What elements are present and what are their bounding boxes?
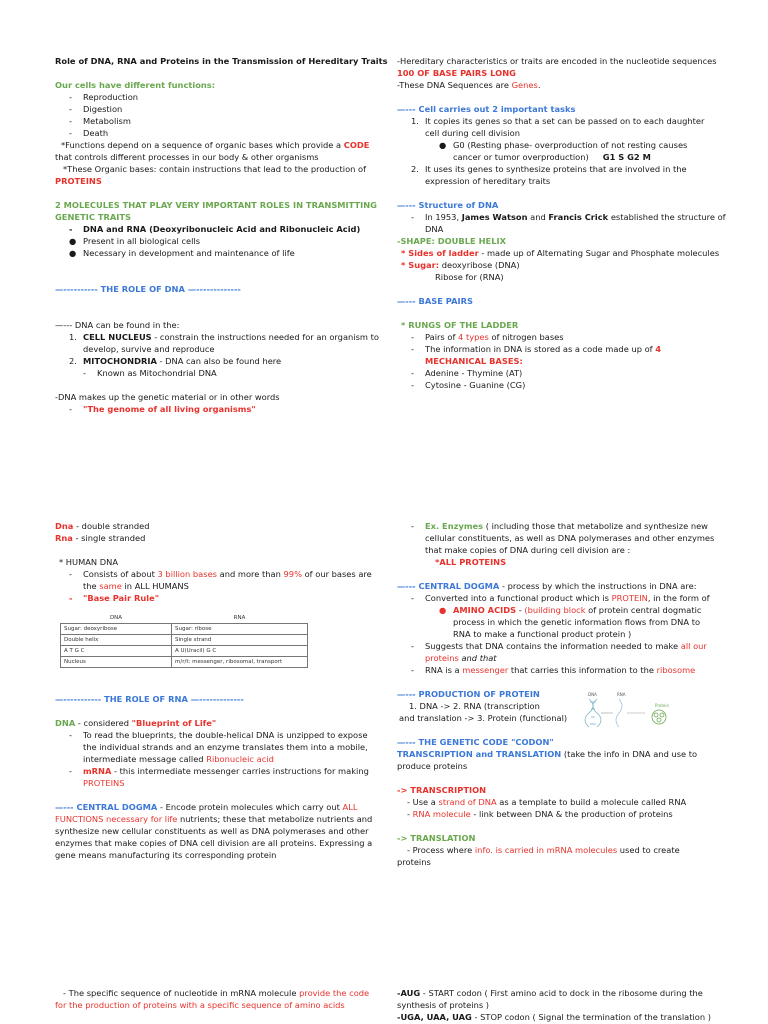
transcription-line: - RNA molecule - link between DNA & the production of proteins	[407, 809, 673, 819]
base-pairs-long: 100 OF BASE PAIRS LONG	[397, 68, 516, 78]
table-row	[61, 657, 308, 668]
stop-line: -UGA, UAA, UAG - STOP codon ( Signal the termination of the translation )	[397, 1012, 712, 1022]
functions-note-cont: that controls different processes in our body & other organisms	[55, 152, 319, 162]
page2-left-column-bottom	[55, 693, 372, 861]
dna-found-line: —--- DNA can be found in the:	[55, 320, 180, 330]
list-item: - Consists of about 3 billion bases and more than 99% of our bases are	[69, 569, 372, 579]
central-dogma-left: —--- CENTRAL DOGMA - Encode protein molecules which carry out ALL	[55, 802, 358, 812]
table-cell: m/r/t: messenger, ribosomal, transport	[172, 657, 308, 668]
list-item-cont: that make copies of DNA during cell division are :	[425, 545, 631, 555]
list-item: - Ex. Enzymes ( including those that metabolize and synthesize new	[411, 521, 708, 531]
transcription-line: - Use a strand of DNA as a template to build a molecule called RNA	[407, 797, 687, 807]
list-item-cont: intermediate message called Ribonucleic acid	[83, 754, 274, 764]
list-item: - DNA and RNA (Deoxyribonucleic Acid and Ribonucleic Acid)	[69, 224, 361, 234]
list-item: ● G0 (Resting phase- overproduction of not resting causes	[439, 140, 688, 150]
table-header-row	[61, 613, 308, 624]
list-item-cont: proteins and that	[425, 653, 497, 663]
codon-heading: —--- THE GENETIC CODE "CODON"	[397, 737, 554, 747]
list-item-cont: develop, survive and reproduce	[83, 344, 215, 354]
list-item: - Converted into a functional product which is PROTEIN, in the form of	[411, 593, 710, 603]
translation-heading: -> TRANSLATION	[397, 833, 476, 843]
central-dogma-left-cont: synthesize new cellular constituents as well as DNA polymerases and other	[55, 826, 369, 836]
genes-line: -These DNA Sequences are Genes.	[397, 80, 541, 90]
list-item-cont: the same in ALL HUMANS	[83, 581, 189, 591]
table-cell: Sugar: deoxyribose	[61, 624, 172, 635]
list-item: - To read the blueprints, the double-helical DNA is unzipped to expose	[69, 730, 368, 740]
transcription-heading: -> TRANSCRIPTION	[397, 785, 487, 795]
base-pairs-heading: —--- BASE PAIRS	[397, 296, 473, 306]
table-row	[61, 635, 308, 646]
page1-left-column	[55, 55, 388, 415]
sides-line: * Sides of ladder - made up of Alternating Sugar and Phosphate molecules	[401, 248, 720, 258]
central-dogma-right: —--- CENTRAL DOGMA - process by which the instructions in DNA are:	[397, 581, 697, 591]
list-item-cont: the individual strands and an enzyme translates them into a mobile,	[83, 742, 368, 752]
genetic-material-line: -DNA makes up the genetic material or in other words	[55, 392, 280, 402]
sugar-line: * Sugar: deoxyribose (DNA)	[401, 260, 520, 270]
list-item: - mRNA - this intermediate messenger carries instructions for making	[69, 766, 369, 776]
production-line: 1. DNA -> 2. RNA (transcription	[409, 701, 540, 711]
table-cell: A T G C	[61, 646, 172, 657]
list-item-cont: cell during cell division	[425, 128, 520, 138]
table-cell: Sugar: ribose	[172, 624, 308, 635]
role-of-rna-heading: —----------- THE ROLE OF RNA —-------------	[55, 694, 244, 704]
list-item: ● Present in all biological cells	[69, 236, 201, 246]
protein-icon	[652, 710, 666, 724]
organic-note: *These Organic bases: contain instructions that lead to the production of	[63, 164, 367, 174]
list-item-cont: cellular constituents, as well as DNA polymerases and other enzymes	[425, 533, 715, 543]
list-item: 2. It uses its genes to synthesize proteins that are involved in the	[411, 164, 687, 174]
list-item-cont: RNA to make a functional product protein )	[453, 629, 632, 639]
list-item-cont: process in which the genetic information flows from DNA to	[453, 617, 701, 627]
functions-heading: Our cells have different functions:	[55, 80, 216, 90]
figure-label-protein: Protein	[655, 703, 670, 708]
list-item-cont: PROTEINS	[83, 778, 125, 788]
sequence-line-cont: for the production of proteins with a specific sequence of amino acids	[55, 1000, 345, 1010]
dna-strand-line: Dna - double stranded	[55, 521, 150, 531]
list-item: 1. It copies its genes so that a set can be passed on to each daughter	[411, 116, 705, 126]
production-heading: —--- PRODUCTION OF PROTEIN	[397, 689, 540, 699]
list-item: 1. CELL NUCLEUS - constrain the instructions needed for an organism to	[69, 332, 379, 342]
dna-helix-icon	[585, 699, 601, 727]
table-header: DNA	[109, 614, 123, 621]
central-dogma-figure	[583, 690, 691, 734]
page3-right-column	[397, 987, 711, 1023]
table-cell: A U(Uracil) G C	[172, 646, 308, 657]
page2-left-column-top	[55, 520, 372, 604]
list-item: - Death	[69, 128, 109, 138]
translation-line: - Process where info. is carried in mRNA molecules used to create	[407, 845, 680, 855]
list-item: - Known as Mitochondrial DNA	[83, 368, 217, 378]
page-title: Role of DNA, RNA and Proteins in the Transmission of Hereditary Traits	[55, 56, 388, 66]
aug-line: -AUG - START codon ( First amino acid to dock in the ribosome during the	[397, 988, 703, 998]
role-of-dna-heading: —---------- THE ROLE OF DNA —-------------	[55, 284, 241, 294]
sequence-line: - The specific sequence of nucleotide in mRNA molecule provide the code	[63, 988, 370, 998]
dna-considered-line: DNA - considered "Blueprint of Life"	[55, 718, 217, 728]
list-item: - Suggests that DNA contains the information needed to make all our	[411, 641, 707, 651]
rna-strand-line: Rna - single stranded	[55, 533, 146, 543]
translation-line-cont: proteins	[397, 857, 431, 867]
two-molecules-heading: 2 MOLECULES THAT PLAY VERY IMPORTANT ROLES IN TRANSMITTING	[55, 200, 377, 210]
list-item: - "The genome of all living organisms"	[69, 404, 256, 414]
list-item-cont: cancer or tumor overproduction) G1 S G2 M	[453, 152, 651, 162]
figure-label-dna: DNA	[588, 692, 597, 697]
page1-right-column	[397, 55, 726, 391]
list-item: - Cytosine - Guanine (CG)	[411, 380, 526, 390]
central-dogma-left-cont: FUNCTIONS necessary for life nutrients; these that metabolize nutrients and	[55, 814, 373, 824]
list-item: - Reproduction	[69, 92, 139, 102]
list-item: ● Necessary in development and maintenance of life	[69, 248, 295, 258]
table-cell: Double helix	[61, 635, 172, 646]
transcription-translation-line: TRANSCRIPTION and TRANSLATION (take the info in DNA and use to	[397, 749, 698, 759]
table-cell: Nucleus	[61, 657, 172, 668]
list-item: - The information in DNA is stored as a code made up of 4	[411, 344, 662, 354]
list-item-cont: MECHANICAL BASES:	[425, 356, 523, 366]
aug-line-cont: synthesis of proteins )	[397, 1000, 490, 1010]
table-header: RNA	[233, 614, 246, 621]
list-item: - RNA is a messenger that carries this information to the ribosome	[411, 665, 696, 675]
list-item: - Adenine - Thymine (AT)	[411, 368, 523, 378]
list-item-cont: DNA	[425, 224, 444, 234]
heredity-line: -Hereditary characteristics or traits are encoded in the nucleotide sequences	[397, 56, 717, 66]
list-item: - "Base Pair Rule"	[69, 593, 160, 603]
table-row	[61, 646, 308, 657]
table-row	[61, 624, 308, 635]
ribose-line: Ribose for (RNA)	[435, 272, 504, 282]
central-dogma-left-cont: gene means manufacturing its corresponding protein	[55, 850, 277, 860]
list-item: ● AMINO ACIDS - (building block of protein central dogmatic	[439, 605, 702, 615]
page3-left-column	[55, 987, 369, 1011]
transcription-translation-cont: produce proteins	[397, 761, 468, 771]
structure-heading: —--- Structure of DNA	[397, 200, 499, 210]
functions-note: *Functions depend on a sequence of organic bases which provide a CODE	[61, 140, 370, 150]
dna-rna-table	[60, 613, 308, 668]
rna-strand-icon	[616, 699, 622, 727]
shape-heading: -SHAPE: DOUBLE HELIX	[397, 236, 506, 246]
two-molecules-heading-cont: GENETIC TRAITS	[55, 212, 132, 222]
list-item: 2. MITOCHONDRIA - DNA can also be found here	[69, 356, 282, 366]
list-item: - Digestion	[69, 104, 123, 114]
rungs-heading: * RUNGS OF THE LADDER	[401, 320, 519, 330]
figure-label-rna: RNA	[617, 692, 626, 697]
central-dogma-left-cont: enzymes that make copies of DNA cell division are all proteins. Expressing a	[55, 838, 373, 848]
production-line: and translation -> 3. Protein (functional)	[399, 713, 568, 723]
list-item-cont: expression of hereditary traits	[425, 176, 551, 186]
list-item: - Metabolism	[69, 116, 131, 126]
all-proteins: *ALL PROTEINS	[435, 557, 507, 567]
table-cell: Single strand	[172, 635, 308, 646]
list-item: - Pairs of 4 types of nitrogen bases	[411, 332, 564, 342]
list-item: - In 1953, James Watson and Francis Crick established the structure of	[411, 212, 726, 222]
cell-tasks-heading: —--- Cell carries out 2 important tasks	[397, 104, 576, 114]
proteins-word: PROTEINS	[55, 176, 102, 186]
human-dna-heading: * HUMAN DNA	[59, 557, 119, 567]
